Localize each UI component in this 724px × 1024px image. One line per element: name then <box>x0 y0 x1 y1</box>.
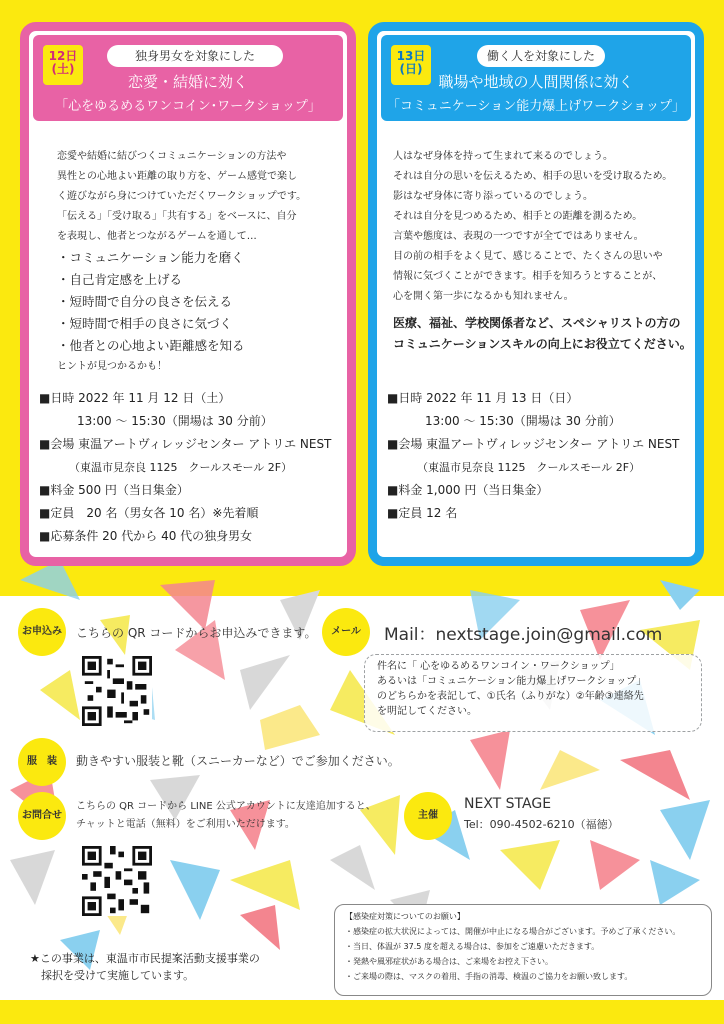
list-item: ・コミュニケーション能力を磨く <box>57 250 244 265</box>
inquiry-text: こちらの QR コードから LINE 公式アカウントに友達追加すると、 チャットと電話（無料）をご利用いただけます。 <box>76 801 376 830</box>
event-time: 13:00 〜 15:30（開場は 30 分前） <box>425 414 621 428</box>
workshop-card-day13 <box>368 22 704 566</box>
apply-label: お申込み <box>18 608 66 656</box>
card-description: 人はなぜ身体を持って生まれて来るのでしょう。 それは自分の思いを伝えるため、相手の思いを受け取るため。 影はなぜ身体に寄り添っているのでしょう。 それは自分を見つめるため、相手との距離を測るため。 言葉や態度は、表現の一つですが全てではありません。 目の前の相手をよく見て、感じることで、たくさんの思いや 情報に気づくことができます。相手を知ろうとすることが、 心を開く第一歩になるかも知れません。 医療、福祉、学校関係者など、スペシャリストの方の コミュニケーションスキルの向上にお役立てください。 <box>393 147 693 355</box>
apply-text: こちらの QR コードからお申込みできます。 <box>76 626 317 640</box>
list-item: ・短時間で相手の良さに気づく <box>57 316 233 331</box>
inquiry-label: お問合せ <box>18 792 66 840</box>
event-info: ■日時 2022 年 11 月 13 日（日） 13:00 〜 15:30（開場は 30 分前） ■会場 東温アートヴィレッジセンター アトリエ NEST （東温市見奈良 1125 クールスモール 2F） ■料金 1,000 円（当日集金） ■定員 12 名 <box>387 387 697 525</box>
event-time: 13:00 〜 15:30（開場は 30 分前） <box>77 414 273 428</box>
card-title: 職場や地域の人間関係に効く <box>438 73 634 91</box>
list-item: ・発熱や風邪症状がある場合は、ご来場をお控え下さい。 <box>345 957 553 966</box>
venue-address: （東温市見奈良 1125 クールスモール 2F） <box>417 461 641 474</box>
hint-text: ヒントが見つかるかも！ <box>57 361 167 372</box>
organizer-tel[interactable]: Tel：090-4502-6210（福徳） <box>464 818 619 831</box>
list-item: ・ご来場の際は、マスクの着用、手指の消毒、検温のご協力をお願い致します。 <box>345 972 633 981</box>
event-venue: 東温アートヴィレッジセンター アトリエ NEST <box>426 437 680 451</box>
recommendation-text: 医療、福祉、学校関係者など、スペシャリストの方の コミュニケーションスキルの向上にお役立てください。 <box>393 316 692 351</box>
mail-address[interactable]: Mail：nextstage.join@gmail.com <box>384 625 663 645</box>
event-info: ■日時 2022 年 11 月 12 日（土） 13:00 〜 15:30（開場は 30 分前） ■会場 東温アートヴィレッジセンター アトリエ NEST （東温市見奈良 1125 クールスモール 2F） ■料金 500 円（当日集金） ■定員 20 名（男女各 10 名）※先着順 ■応募条件 20 代から 40 代の独身男女 <box>39 387 349 548</box>
event-venue: 東温アートヴィレッジセンター アトリエ NEST <box>78 437 332 451</box>
card-subtitle: 「コミュニケーション能力爆上げワークショップ」 <box>387 99 685 114</box>
event-condition: 20 代から 40 代の独身男女 <box>102 529 253 543</box>
date-badge: 13日 (日) <box>391 45 431 85</box>
organizer-name: NEXT STAGE <box>464 796 552 812</box>
mail-instructions: 件名に「 心をゆるめるワンコイン・ワークショップ」 あるいは「コミュニケーション能力爆上げワークショップ」 のどちらかを表記して、①氏名（ふりがな）②年齢③連絡先 を明記してください。 <box>364 654 702 732</box>
workshop-card-day12 <box>20 22 356 566</box>
clothing-label: 服 装 <box>18 738 66 786</box>
card-header <box>33 35 343 121</box>
event-date: 2022 年 11 月 12 日（土） <box>78 391 231 405</box>
list-item: ・短時間で自分の良さを伝える <box>57 294 233 309</box>
bullet-list <box>57 247 335 357</box>
card-subtitle: 「心をゆるめるワンコイン･ワークショップ」 <box>55 99 321 114</box>
venue-address: （東温市見奈良 1125 クールスモール 2F） <box>69 461 293 474</box>
clothing-text: 動きやすい服装と靴（スニーカーなど）でご参加ください。 <box>76 754 400 768</box>
target-audience-pill: 働く人を対象にした <box>477 45 605 67</box>
notice-title: 【感染症対策についてのお願い】 <box>345 912 465 921</box>
list-item: ・感染症の拡大状況によっては、開催が中止になる場合がございます。予めご了承ください。 <box>345 927 681 936</box>
yellow-footer-band <box>0 1000 724 1024</box>
event-fee: 1,000 円（当日集金） <box>426 483 549 497</box>
event-date: 2022 年 11 月 13 日（日） <box>426 391 579 405</box>
list-item: ・自己肯定感を上げる <box>57 272 183 287</box>
card-header <box>381 35 691 121</box>
card-title: 恋愛・結婚に効く <box>127 73 248 91</box>
event-capacity: 20 名（男女各 10 名）※先着順 <box>86 506 259 520</box>
line-qr-code[interactable] <box>82 846 152 916</box>
list-item: ・当日、体温が 37.5 度を超える場合は、参加をご遠慮いただきます。 <box>345 942 600 951</box>
card-description: 恋愛や結婚に結びつくコミュニケーションの方法や 異性との心地よい距離の取り方を、ゲーム感覚で楽し く遊びながら身につけていただくワークショップです。 「伝える」「受け取る」「共有する」をベースに、自分 を表現し、他者とつながるゲームを通して… ・コミュニケーション能力を磨く ・自己肯定感を上げる ・短時間で自分の良さを伝える ・短時間で相手の良さに気づく ・他者との心地よい距離感を知る ヒントが見つかるかも！ <box>57 147 335 377</box>
list-item: ・他者との心地よい距離感を知る <box>57 338 245 353</box>
footer-note: ★この事業は、東温市市民提案活動支援事業の 採択を受けて実施しています。 <box>30 952 260 982</box>
event-fee: 500 円（当日集金） <box>78 483 189 497</box>
apply-qr-code[interactable] <box>82 656 152 726</box>
date-badge: 12日 (土) <box>43 45 83 85</box>
target-audience-pill: 独身男女を対象にした <box>107 45 283 67</box>
organizer-label: 主催 <box>404 792 452 840</box>
mail-label: メール <box>322 608 370 656</box>
infection-notice <box>334 904 712 996</box>
event-capacity: 12 名 <box>426 506 458 520</box>
